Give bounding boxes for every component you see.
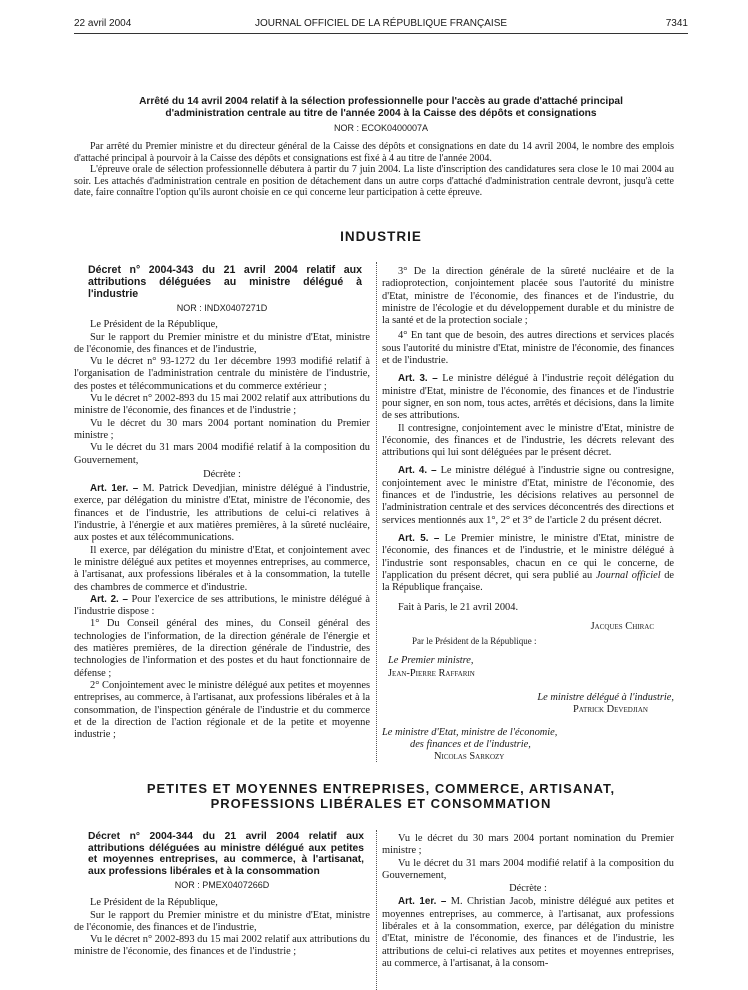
- article-item: 3° De la direction générale de la sûreté nucléaire et de la radioprotection, conjointement placée sous l'autorité du ministre d'Etat, ministre de l'économie, des finances et de l'industrie, du ministre de l'écologie et du développement durable et du ministre de la santé et de la protection sociale ;: [382, 266, 674, 327]
- header-date: 22 avril 2004: [74, 18, 132, 29]
- signatory-title: Le ministre délégué à l'industrie,: [537, 691, 674, 703]
- article-item: 2° Conjointement avec le ministre délégué aux petites et moyennes entreprises, au commerce, à l'artisanat, aux professions libérales et à la consommation, de l'inspection générale de l'industrie et du commerce et de la direction de l'action régionale et de la petite et moyenne industrie ;: [74, 679, 370, 741]
- article-item: 4° En tant que de besoin, des autres directions et services placés sous l'autorité du ministre d'Etat, ministre de l'économie, des finances et de l'industrie.: [382, 330, 674, 367]
- column-separator: [376, 830, 377, 990]
- arrete-paragraph: L'épreuve orale de sélection professionnelle débutera à partir du 7 juin 2004. La liste d'inscription des candidatures sera close le 10 mai 2004 au soir. Les attachés d'administration centrale en position de détachement dans un autre corps d'attaché d'administration centrale devront, jusqu'à cette date, faire connaître l'option qu'ils auront choisie en ce qui concerne leur participation à cette épreuve.: [74, 164, 674, 198]
- decret1-left-column: [74, 264, 370, 741]
- par-le-president: Par le Président de la République :: [412, 636, 537, 647]
- article-text: de la République française.: [382, 569, 674, 594]
- article-4: [382, 465, 674, 526]
- article-label: Art. 1er. –: [90, 483, 139, 495]
- arrete-paragraph: Par arrêté du Premier ministre et du directeur général de la Caisse des dépôts et consignations en date du 14 avril 2004, le nombre des emplois d'attaché principal à pourvoir à la Caisse des dépôts et consignations est fixé à 4 au titre de l'année 2004.: [74, 141, 674, 164]
- page-number: 7341: [665, 18, 688, 29]
- arrete-title-line1: Arrêté du 14 avril 2004 relatif à la sélection professionnelle pour l'accès au grade d'attaché principal: [139, 96, 623, 107]
- decret2-left-column: [74, 831, 370, 959]
- decrete: Décrète :: [509, 883, 547, 895]
- article-text: M. Christian Jacob, ministre délégué aux petites et moyennes entreprises, au commerce, à l'artisanat, aux professions libérales et à la consommation, exerce, par délégation du ministre d'Etat, ministre de l'économie, des finances et de l'industrie, les attributions de celui-ci relatives aux petites et moyennes entreprises, au commerce, à l'artisanat, à la consom-: [382, 896, 674, 969]
- arrete-nor: NOR : ECOK0400007A: [333, 123, 429, 133]
- section-title-line2: PROFESSIONS LIBÉRALES ET CONSOMMATION: [210, 796, 552, 811]
- preamble-line: Vu le décret n° 2002-893 du 15 mai 2002 relatif aux attributions du ministre de l'économie, des finances et de l'industrie ;: [74, 934, 370, 958]
- article-label: Art. 1er. –: [398, 896, 447, 908]
- journal-officiel-ref: Journal officiel: [595, 569, 661, 581]
- article-label: Art. 2. –: [90, 593, 128, 605]
- article-3: [382, 373, 674, 422]
- preamble-line: Vu le décret n° 93-1272 du 1er décembre 1993 modifié relatif à l'organisation de l'administration centrale du ministère de l'industrie, des postes et télécommunications et du commerce extérieur ;: [74, 356, 370, 392]
- article-2: [74, 594, 370, 619]
- preamble-line: Le Président de la République,: [90, 897, 218, 909]
- preamble-line: Le Président de la République,: [90, 319, 218, 331]
- section-title-pme: [74, 781, 688, 811]
- preamble-line: Vu le décret du 31 mars 2004 modifié relatif à la composition du Gouvernement,: [382, 857, 674, 881]
- article-1: [382, 896, 674, 970]
- signatory-title: Le ministre d'Etat, ministre de l'économie,: [382, 726, 558, 738]
- article-label: Art. 5. –: [398, 532, 440, 544]
- article-text: Le Premier ministre, le ministre d'Etat, ministre de l'économie, des finances et de l'industrie, et le ministre délégué à l'industrie sont responsables, chacun en ce qui le concerne, de l'application du présent décret, qui sera publié au: [382, 532, 674, 581]
- article-1: [74, 483, 370, 544]
- article-text: Le ministre délégué à l'industrie signe ou contresigne, conjointement avec le ministre d'Etat, ministre de l'économie, des finances et de l'industrie, les décisions relatives au personnel de l'administration centrale et des services déconcentrés des directions et services mentionnés aux 1°, 2° et 3° de l'article 2 du présent décret.: [382, 465, 674, 526]
- decret2-right-column: [382, 833, 674, 970]
- decret2-nor: NOR : PMEX0407266D: [174, 880, 270, 890]
- signatory-name: Patrick Devedjian: [573, 704, 648, 716]
- section-title-industrie: INDUSTRIE: [340, 229, 422, 244]
- preamble-line: Sur le rapport du Premier ministre et du ministre d'Etat, ministre de l'économie, des finances et de l'industrie,: [74, 331, 370, 355]
- decret1-title: Décret n° 2004-343 du 21 avril 2004 relatif aux attributions déléguées au ministre délégué à l'industrie: [88, 264, 362, 300]
- decrete: Décrète :: [203, 468, 241, 480]
- signatory-name: Jean-Pierre Raffarin: [388, 667, 475, 679]
- running-header: [74, 18, 688, 32]
- article-paragraph: Il contresigne, conjointement avec le ministre d'Etat, ministre de l'économie, des finances et de l'industrie, les décrets relevant des attributions qui lui sont déléguées par le présent décret.: [382, 422, 674, 459]
- signatory-title: des finances et de l'industrie,: [410, 738, 531, 750]
- header-title: JOURNAL OFFICIEL DE LA RÉPUBLIQUE FRANÇAISE: [254, 18, 508, 29]
- signatory-name: Nicolas Sarkozy: [434, 751, 505, 763]
- article-text: Pour l'exercice de ses attributions, le ministre délégué à l'industrie dispose :: [74, 593, 370, 618]
- article-label: Art. 3. –: [398, 373, 438, 385]
- arrete-title: [74, 96, 688, 119]
- fait-a-paris: Fait à Paris, le 21 avril 2004.: [398, 602, 519, 614]
- preamble-line: Sur le rapport du Premier ministre et du ministre d'Etat, ministre de l'économie, des finances et de l'industrie,: [74, 909, 370, 933]
- arrete-title-line2: d'administration centrale au titre de l'année 2004 à la Caisse des dépôts et consignations: [165, 107, 597, 119]
- preamble-line: Vu le décret du 30 mars 2004 portant nomination du Premier ministre ;: [74, 417, 370, 441]
- article-label: Art. 4. –: [398, 465, 437, 477]
- preamble-line: Vu le décret du 31 mars 2004 modifié relatif à la composition du Gouvernement,: [74, 442, 370, 466]
- article-text: Le ministre délégué à l'industrie reçoit délégation du ministre d'Etat, ministre de l'économie, des finances et de l'industrie pour signer, en son nom, tous actes, arrêtés et décisions, dans la limite de ses attributions.: [382, 373, 675, 422]
- preamble-line: Vu le décret du 30 mars 2004 portant nomination du Premier ministre ;: [382, 833, 674, 857]
- article-paragraph: Il exerce, par délégation du ministre d'Etat, et conjointement avec le ministre délégué aux petites et moyennes entreprises, au commerce, à l'artisanat, aux professions libérales et à la consommation, la tutelle des chambres de commerce et d'industrie.: [74, 544, 370, 593]
- preamble-line: Vu le décret n° 2002-893 du 15 mai 2002 relatif aux attributions du ministre de l'économie, des finances et de l'industrie ;: [74, 393, 370, 417]
- article-text: M. Patrick Devedjian, ministre délégué à l'industrie, exerce, par délégation du ministre d'Etat, ministre de l'économie, des finances et de l'industrie, les attributions de celui-ci relatives à l'industrie, à l'énergie et aux matières premières, à la sûreté nucléaire, aux postes et aux télécommunications.: [74, 483, 370, 544]
- decret1-nor: NOR : INDX0407271D: [176, 303, 268, 313]
- header-rule: [74, 33, 688, 34]
- decret1-right-column: [382, 266, 674, 763]
- article-item: 1° Du Conseil général des mines, du Conseil général des technologies de l'information, de la direction générale de l'énergie et des matières premières, de la direction générale de l'industrie, des technologies de l'information et des postes et du haut fonctionnaire de défense ;: [74, 618, 370, 679]
- section-title-line1: PETITES ET MOYENNES ENTREPRISES, COMMERCE, ARTISANAT,: [146, 781, 616, 796]
- column-separator: [376, 262, 377, 762]
- signatory-title: Le Premier ministre,: [388, 655, 474, 667]
- decret2-title: Décret n° 2004-344 du 21 avril 2004 relatif aux attributions déléguées au ministre délégué aux petites et moyennes entreprises, au commerce, à l'artisanat, aux professions libérales et à la consommation: [88, 831, 364, 877]
- signature-president: Jacques Chirac: [590, 620, 654, 632]
- article-5: [382, 533, 674, 594]
- arrete-body: [74, 141, 674, 199]
